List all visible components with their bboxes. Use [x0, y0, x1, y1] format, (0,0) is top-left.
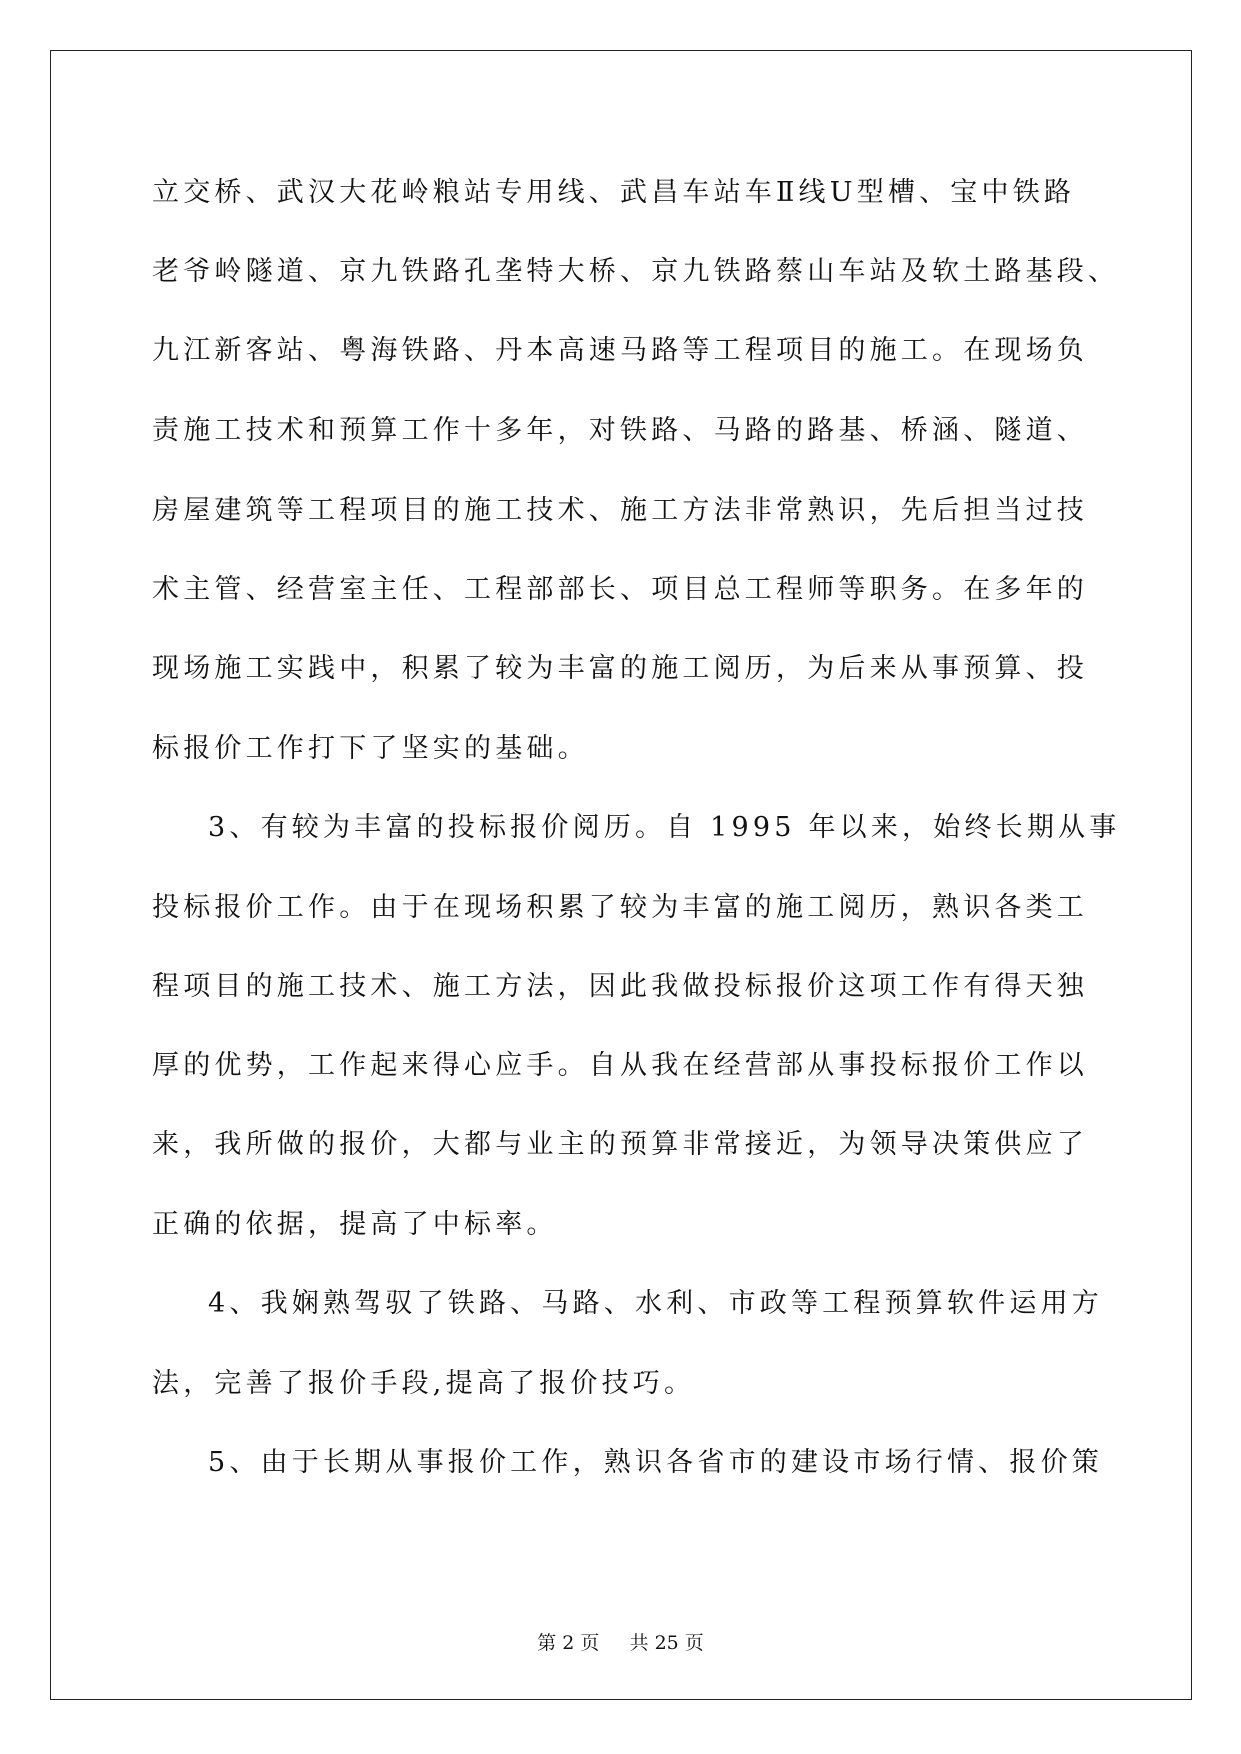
text-line: 九江新客站、粤海铁路、丹本高速马路等工程项目的施工。在现场负 — [152, 335, 1088, 366]
text-line: 立交桥、武汉大花岭粮站专用线、武昌车站车Ⅱ线U型槽、宝中铁路 — [152, 177, 1076, 208]
text-line: 正确的依据，提高了中标率。 — [152, 1209, 558, 1240]
text-line: 来，我所做的报价，大都与业主的预算非常接近，为领导决策供应了 — [152, 1129, 1088, 1160]
page-number: 第 2 页 — [537, 1632, 600, 1654]
text-line: 房屋建筑等工程项目的施工技术、施工方法非常熟识，先后担当过技 — [152, 495, 1088, 526]
text-line: 老爷岭隧道、京九铁路孔垄特大桥、京九铁路蔡山车站及软土路基段、 — [152, 256, 1120, 287]
paragraph-5-first-line: 5、由于长期从事报价工作，熟识各省市的建设市场行情、报价策 — [208, 1447, 1103, 1478]
text-line: 程项目的施工技术、施工方法，因此我做投标报价这项工作有得天独 — [152, 971, 1088, 1002]
text-line: 现场施工实践中，积累了较为丰富的施工阅历，为后来从事预算、投 — [152, 653, 1088, 684]
text-line: 投标报价工作。由于在现场积累了较为丰富的施工阅历，熟识各类工 — [152, 892, 1088, 923]
text-line: 标报价工作打下了坚实的基础。 — [152, 733, 589, 764]
paragraph-4-first-line: 4、我娴熟驾驭了铁路、马路、水利、市政等工程预算软件运用方 — [208, 1288, 1103, 1319]
page-footer — [0, 1628, 1241, 1655]
page-total: 共 25 页 — [629, 1632, 704, 1654]
text-line: 厚的优势，工作起来得心应手。自从我在经营部从事投标报价工作以 — [152, 1050, 1088, 1081]
text-line: 法，完善了报价手段,提高了报价技巧。 — [152, 1368, 696, 1399]
text-line: 责施工技术和预算工作十多年，对铁路、马路的路基、桥涵、隧道、 — [152, 415, 1088, 446]
text-line: 术主管、经营室主任、工程部部长、项目总工程师等职务。在多年的 — [152, 574, 1088, 605]
paragraph-3-first-line: 3、有较为丰富的投标报价阅历。自 1995 年以来，始终长期从事 — [208, 812, 1121, 843]
